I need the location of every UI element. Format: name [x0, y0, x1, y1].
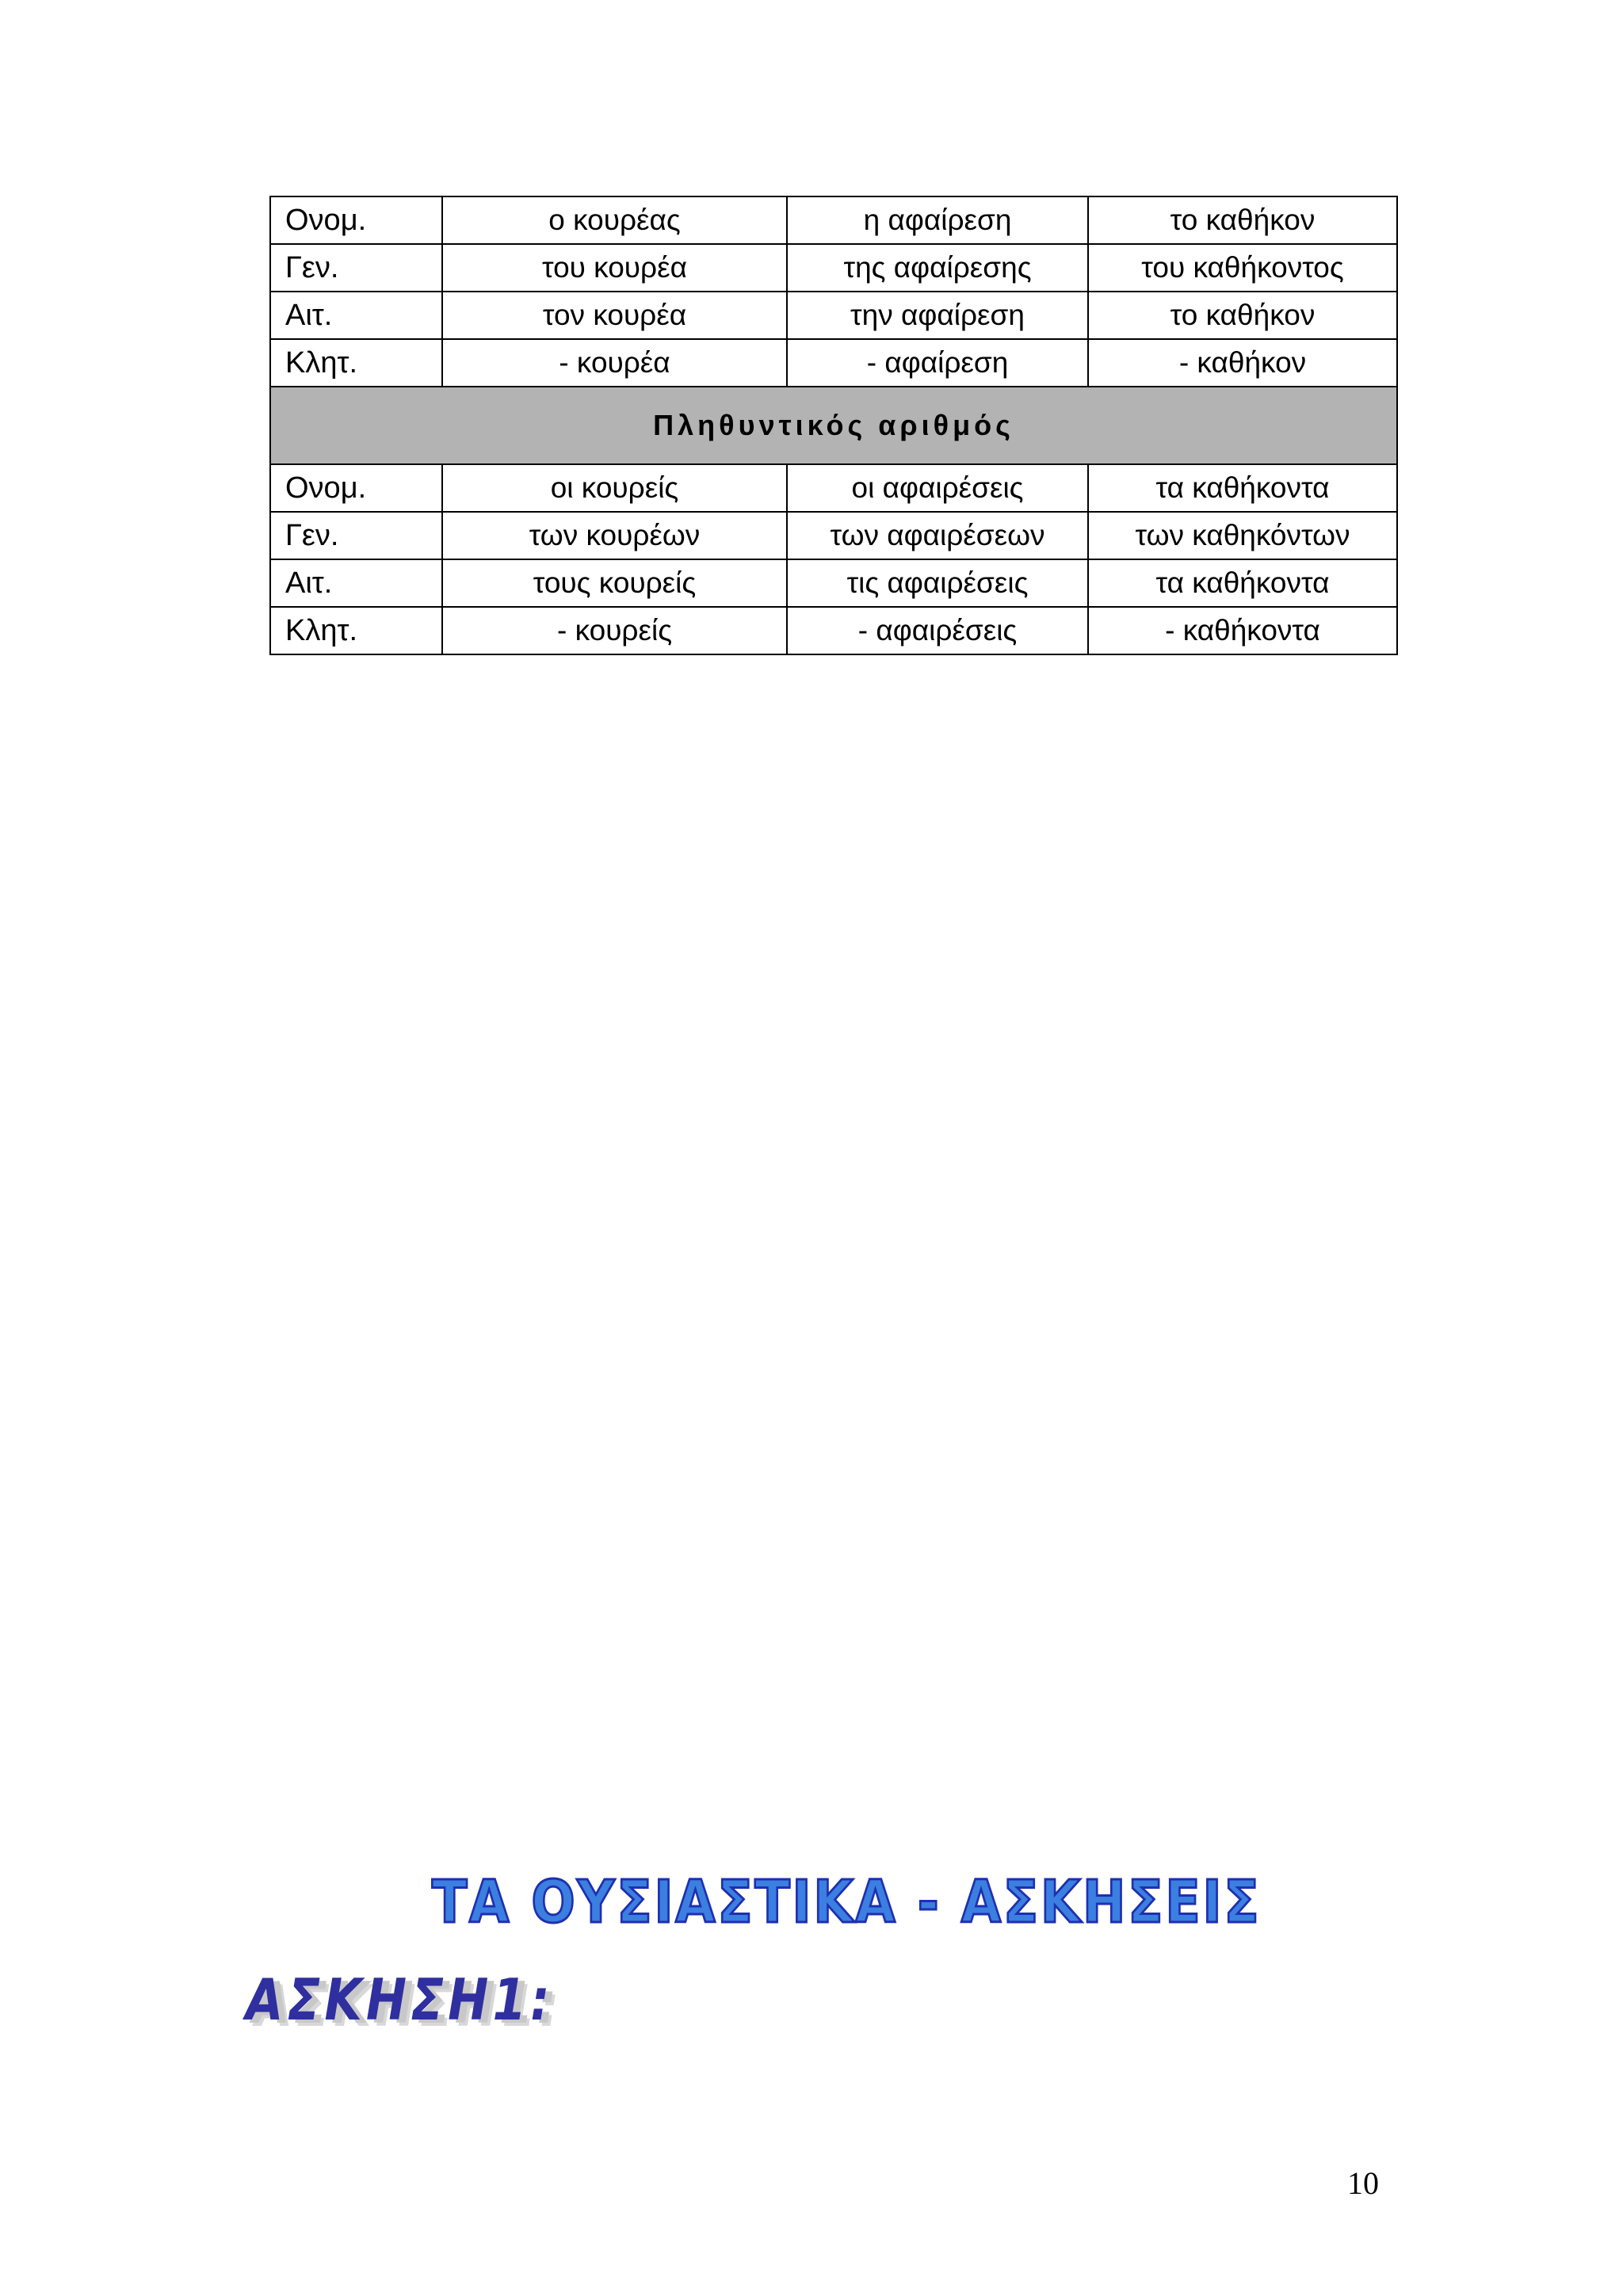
case-label: Ονομ.: [270, 464, 442, 512]
table-cell: τον κουρέα: [442, 292, 787, 339]
table-cell: των αφαιρέσεων: [787, 512, 1088, 559]
table-cell: τα καθήκοντα: [1088, 559, 1397, 607]
table-cell: - κουρείς: [442, 607, 787, 654]
case-label: Γεν.: [270, 512, 442, 559]
table-cell: - αφαίρεση: [787, 339, 1088, 387]
table-cell: της αφαίρεσης: [787, 244, 1088, 292]
table-cell: τις αφαιρέσεις: [787, 559, 1088, 607]
table-row: [270, 607, 1397, 654]
table-cell: - αφαιρέσεις: [787, 607, 1088, 654]
case-label: Κλητ.: [270, 339, 442, 387]
table-cell: - κουρέα: [442, 339, 787, 387]
table-row: [270, 512, 1397, 559]
case-label: Αιτ.: [270, 292, 442, 339]
table-row: [270, 196, 1397, 244]
table-cell: την αφαίρεση: [787, 292, 1088, 339]
table-cell: οι αφαιρέσεις: [787, 464, 1088, 512]
declension-table: [269, 196, 1398, 655]
plural-header-row: [270, 387, 1397, 464]
table-cell: το καθήκον: [1088, 292, 1397, 339]
case-label: Ονομ.: [270, 196, 442, 244]
case-label: Γεν.: [270, 244, 442, 292]
table-row: [270, 339, 1397, 387]
table-cell: τα καθήκοντα: [1088, 464, 1397, 512]
table-row: [270, 464, 1397, 512]
table-cell: του κουρέα: [442, 244, 787, 292]
table-cell: - καθήκον: [1088, 339, 1397, 387]
exercises-title: ΤΑ ΟΥΣΙΑΣΤΙΚΑ - ΑΣΚΗΣΕΙΣ: [432, 1868, 1262, 1936]
table-cell: το καθήκον: [1088, 196, 1397, 244]
case-label: Αιτ.: [270, 559, 442, 607]
table-row: [270, 244, 1397, 292]
table-cell: τους κουρείς: [442, 559, 787, 607]
table-row: [270, 559, 1397, 607]
table-cell: - καθήκοντα: [1088, 607, 1397, 654]
table-cell: ο κουρέας: [442, 196, 787, 244]
case-label: Κλητ.: [270, 607, 442, 654]
table-cell: των κουρέων: [442, 512, 787, 559]
table-cell: των καθηκόντων: [1088, 512, 1397, 559]
table-row: [270, 292, 1397, 339]
table-cell: οι κουρείς: [442, 464, 787, 512]
table-cell: του καθήκοντος: [1088, 244, 1397, 292]
table-cell: η αφαίρεση: [787, 196, 1088, 244]
page-number: 10: [1347, 2165, 1379, 2201]
plural-header: Πληθυντικός αριθμός: [270, 387, 1397, 464]
exercise-label: ΑΣΚΗΣΗ1:: [246, 1966, 554, 2033]
